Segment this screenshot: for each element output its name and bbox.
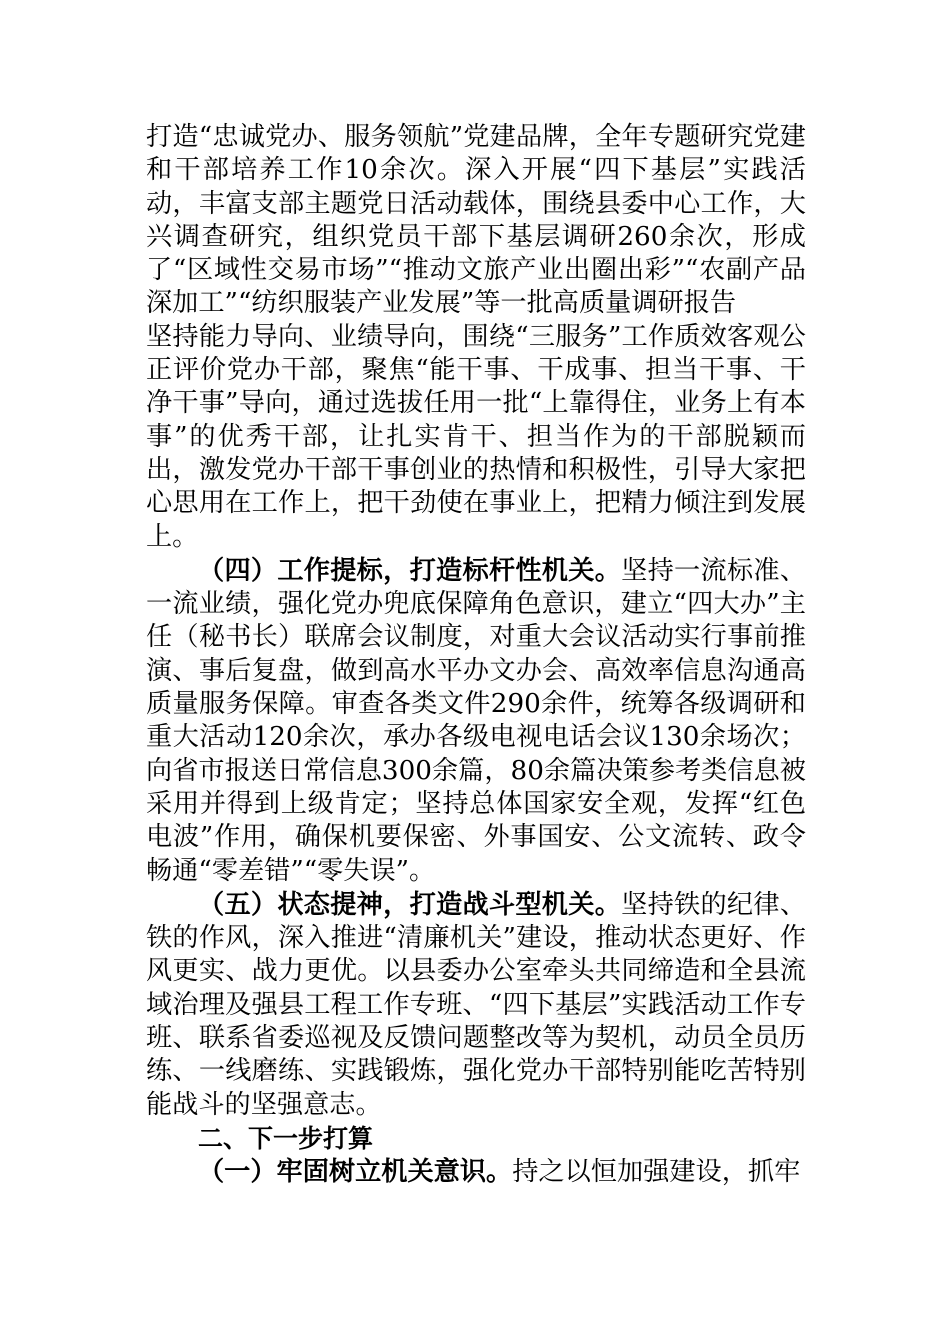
paragraph-text: 坚持铁的纪律、铁的作风，深入推进“清廉机关”建设，推动状态更好、作风更实、战力更优。以县委办公室牵头共同缔造和全县流域治理及强县工程工作专班、“四下基层”实践活动工作专班、联系省委巡视及反馈问题整改等为契机，动员全员历练、一线磨练、实践锻炼，强化党办干部特别能吃苦特别能战斗的坚强意志。 <box>146 889 807 1120</box>
paragraph-benchmark-organ <box>146 554 806 888</box>
paragraph-text: 坚持一流标准、一流业绩，强化党办兜底保障角色意识，建立“四大办”主任（秘书长）联席会议制度，对重大会议活动实行事前推演、事后复盘，做到高水平办文办会、高效率信息沟通高质量服务保障。审查各类文件290余件，统筹各级调研和重大活动120余次，承办各级电视电话会议130余场次；向省市报送日常信息300余篇，80余篇决策参考类信息被采用并得到上级肯定；坚持总体国家安全观，发挥“红色电波”作用，确保机要保密、外事国安、公文流转、政令畅通“零差错”“零失误”。 <box>146 555 807 886</box>
paragraph-organ-awareness <box>146 1155 806 1189</box>
section-heading-next-steps: 二、下一步打算 <box>198 1123 374 1153</box>
paragraph-text: 打造“忠诚党办、服务领航”党建品牌，全年专题研究党建和干部培养工作10余次。深入开展“四下基层”实践活动，丰富支部主题党日活动载体，围绕县委中心工作，大兴调查研究，组织党员干部下基层调研260余次，形成了“区域性交易市场”“推动文旅产业出圈出彩”“农副产品深加工”“纺织服装产业发展”等一批高质量调研报告 <box>146 122 806 319</box>
paragraph-lead: （五）状态提神，打造战斗型机关。 <box>198 888 622 920</box>
paragraph-lead: （四）工作提标，打造标杆性机关。 <box>198 554 622 586</box>
paragraph-cadre-evaluation <box>146 321 806 554</box>
paragraph-lead: （一）牢固树立机关意识。 <box>198 1156 513 1188</box>
paragraph-text: 持之以恒加强建设，抓牢 <box>512 1157 801 1188</box>
paragraph-combat-organ <box>146 888 806 1122</box>
paragraph-text: 坚持能力导向、业绩导向，围绕“三服务”工作质效客观公正评价党办干部，聚焦“能干事、干成事、担当干事、干净干事”导向，通过选拔任用一批“上靠得住，业务上有本事”的优秀干部，让扎实肯干、担当作为的干部脱颖而出，激发党办干部干事创业的热情和积极性，引导大家把心思用在工作上，把干劲使在事业上，把精力倾注到发展上。 <box>146 321 806 552</box>
paragraph-party-building <box>146 121 806 321</box>
document-page <box>146 121 806 1190</box>
